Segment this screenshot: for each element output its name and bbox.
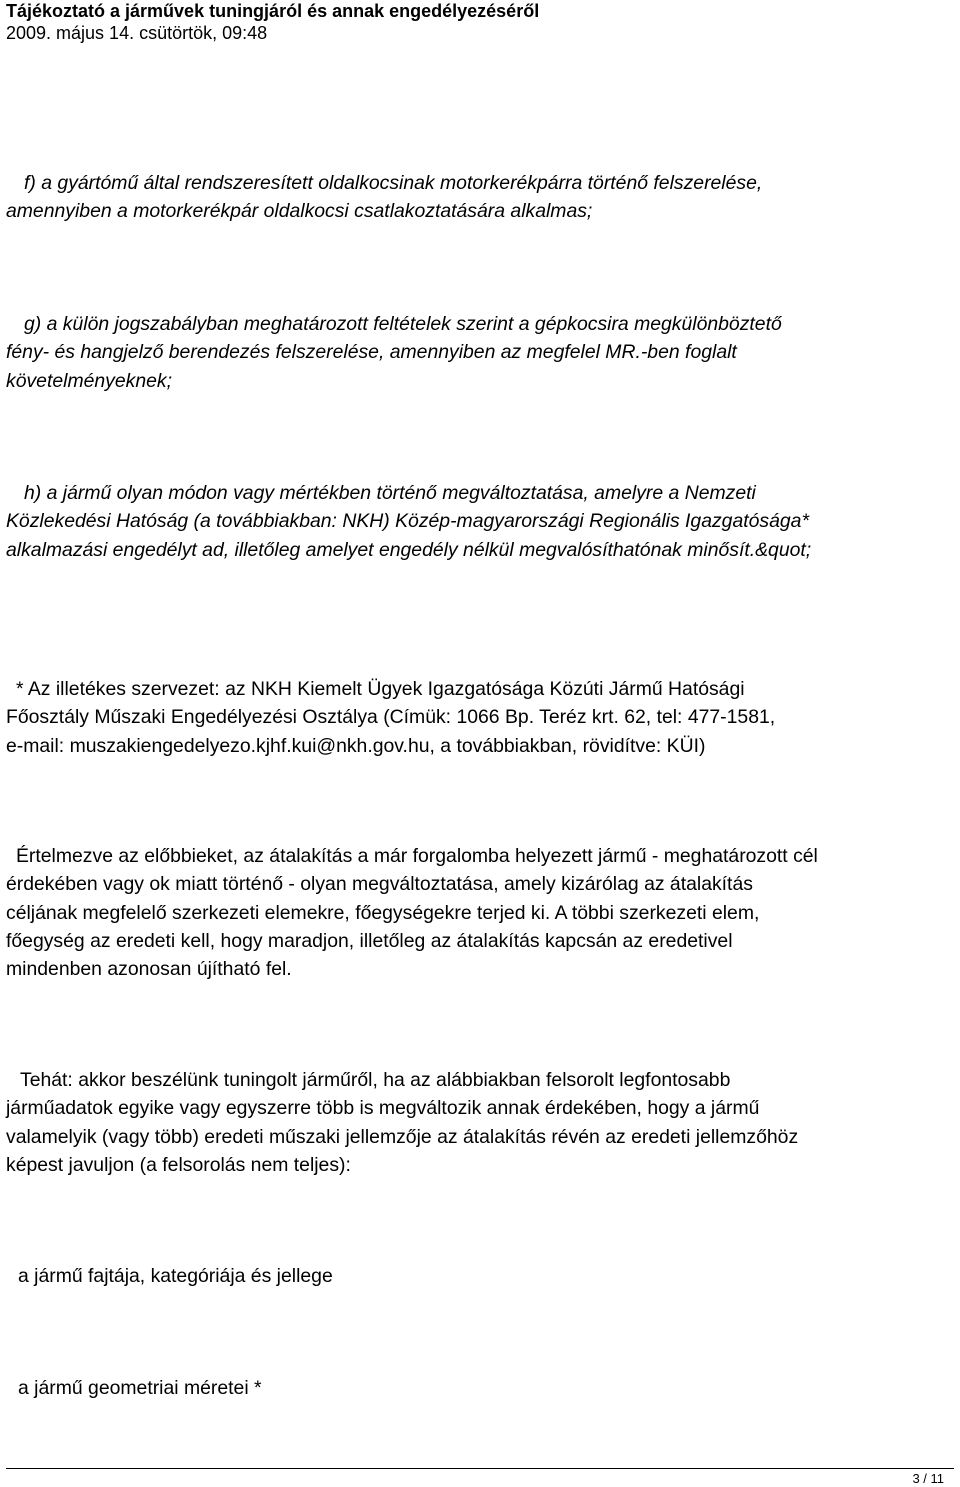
paragraph-item-h bbox=[6, 479, 951, 564]
text-line: céljának megfelelő szerkezeti elemekre, főegységekre terjed ki. A többi szerkezeti elem, bbox=[6, 901, 760, 924]
text-line: fény- és hangjelző berendezés felszerelése, amennyiben az megfelel MR.-ben foglalt bbox=[6, 341, 737, 364]
text-line: f) a gyártómű által rendszeresített oldalkocsinak motorkerékpárra történő felszerelése, bbox=[24, 172, 763, 194]
footer-divider bbox=[6, 1468, 954, 1469]
list-item-vehicle-dimensions bbox=[6, 1374, 951, 1402]
document-date: 2009. május 14. csütörtök, 09:48 bbox=[6, 23, 268, 43]
paragraph-item-f bbox=[6, 169, 951, 226]
text-line: Közlekedési Hatóság (a továbbiakban: NKH) Közép-magyarországi Regionális Igazgatósága* bbox=[6, 510, 810, 533]
text-line: valamelyik (vagy több) eredeti műszaki jellemzője az átalakítás révén az eredeti jellemzőhöz bbox=[6, 1125, 799, 1148]
text-line: * Az illetékes szervezet: az NKH Kiemelt Ügyek Igazgatósága Közúti Jármű Hatósági bbox=[16, 678, 745, 700]
text-line: mindenben azonosan újítható fel. bbox=[6, 958, 292, 981]
paragraph-item-g bbox=[6, 310, 951, 395]
text-line: g) a külön jogszabályban meghatározott feltételek szerint a gépkocsira megkülönböztető bbox=[24, 313, 782, 335]
text-line: e-mail: muszakiengedelyezo.kjhf.kui@nkh.gov.hu, a továbbiakban, rövidítve: KÜI) bbox=[6, 734, 706, 757]
text-line: főegység az eredeti kell, hogy maradjon, illetőleg az átalakítás kapcsán az eredetivel bbox=[6, 929, 733, 952]
text-line: Tehát: akkor beszélünk tuningolt járműről, ha az alábbiakban felsorolt legfontosabb bbox=[20, 1069, 731, 1091]
text-line: Értelmezve az előbbieket, az átalakítás a már forgalomba helyezett jármű - meghatározott cél bbox=[16, 845, 818, 867]
text-line: amennyiben a motorkerékpár oldalkocsi csatlakoztatására alkalmas; bbox=[6, 200, 593, 223]
text-line: követelményeknek; bbox=[6, 369, 172, 392]
list-item-vehicle-type bbox=[6, 1262, 951, 1290]
page-header bbox=[6, 0, 954, 44]
text-line: érdekében vagy ok miatt történő - olyan megváltoztatása, amely kizárólag az átalakítás bbox=[6, 873, 753, 896]
text-line: járműadatok egyike vagy egyszerre több is megváltozik annak érdekében, hogy a jármű bbox=[6, 1097, 760, 1120]
text-line: h) a jármű olyan módon vagy mértékben történő megváltoztatása, amelyre a Nemzeti bbox=[24, 482, 756, 504]
page-number: 3 / 11 bbox=[912, 1471, 944, 1486]
paragraph-interpretation bbox=[6, 842, 951, 983]
document-title: Tájékoztató a járművek tuningjáról és annak engedélyezéséről bbox=[6, 1, 540, 21]
text-line: a jármű geometriai méretei * bbox=[18, 1377, 262, 1399]
text-line: a jármű fajtája, kategóriája és jellege bbox=[18, 1265, 333, 1287]
text-line: Főosztály Műszaki Engedélyezési Osztálya (Címük: 1066 Bp. Teréz krt. 62, tel: 477-1581, bbox=[6, 706, 776, 729]
paragraph-tuning-definition bbox=[6, 1066, 951, 1179]
text-line: alkalmazási engedélyt ad, illetőleg amelyet engedély nélkül megvalósíthatónak minősít.&quot; bbox=[6, 538, 812, 561]
text-line: képest javuljon (a felsorolás nem teljes): bbox=[6, 1153, 351, 1176]
paragraph-footnote bbox=[6, 675, 951, 760]
